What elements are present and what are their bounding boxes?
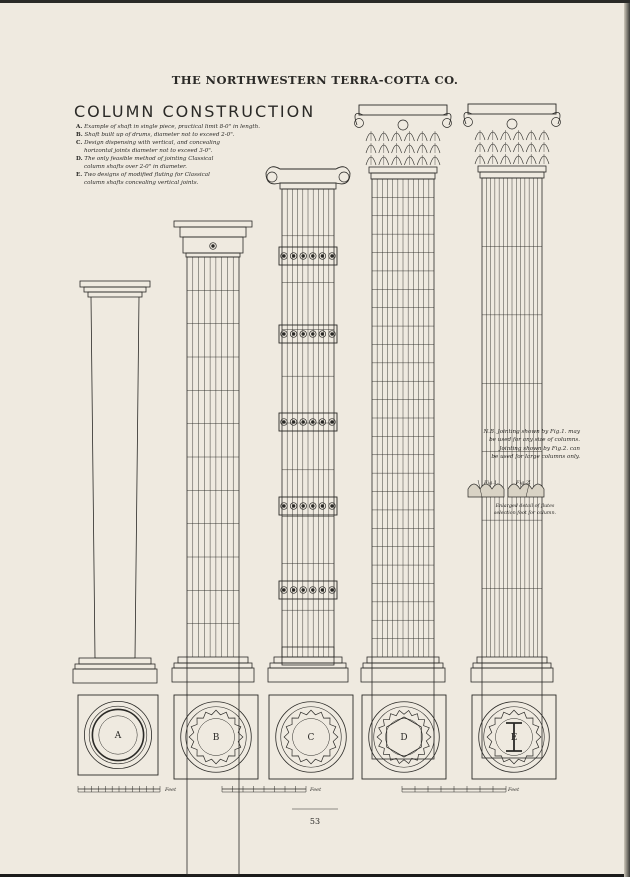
band-rosette <box>300 587 307 594</box>
scale-bar <box>402 786 506 792</box>
band-rosette <box>290 253 297 260</box>
band-rosette <box>300 419 307 426</box>
scale-label-feet: Feet <box>508 787 520 793</box>
note-line: horizontal joints diameter not to exceed 3-0". <box>84 148 213 154</box>
column-d <box>355 105 452 759</box>
band-rosette <box>290 331 297 338</box>
figure-2-label: Fig.2. <box>516 480 531 486</box>
band-rosette <box>290 587 297 594</box>
band-rosette <box>310 419 317 426</box>
band-rosette <box>319 253 326 260</box>
column-a <box>73 281 157 683</box>
column-c <box>266 167 350 682</box>
band-rosette <box>290 503 297 510</box>
note-line: D. The only feasible method of jointing Classical <box>76 156 214 162</box>
page-number: 53 <box>309 817 321 826</box>
jointing-note: N.B. Jointing shown by Fig.1. may be used for any size of columns. Jointing shown by Fig.2. can be used for large columns only. <box>483 429 580 461</box>
band-rosette <box>310 503 317 510</box>
scale-label-feet: Feet <box>165 787 177 793</box>
band-rosette <box>319 419 326 426</box>
plan-view-c <box>269 695 353 779</box>
plan-view-e <box>472 695 556 779</box>
band-rosette <box>310 331 317 338</box>
note-line: column shafts over 2-0" in diameter. <box>84 164 187 170</box>
page-edge <box>624 3 630 877</box>
plan-letter-d: D <box>400 733 408 743</box>
column-b <box>172 221 254 875</box>
note-line: A. Example of shaft in single piece, practical limit 8-0" in length. <box>76 124 261 130</box>
band-rosette <box>300 331 307 338</box>
header-title: THE NORTHWESTERN TERRA-COTTA CO. <box>171 73 459 87</box>
plan-view-a <box>78 695 158 775</box>
plan-letter-e: E <box>510 733 518 743</box>
band-rosette <box>319 587 326 594</box>
note-line: E. Two designs of modified fluting for Classical <box>76 172 210 178</box>
construction-notes <box>76 123 306 187</box>
plan-letter-c: C <box>307 733 315 743</box>
scale-bar <box>222 786 306 792</box>
band-rosette <box>319 331 326 338</box>
figure-1-label: Fig.1. <box>484 480 499 486</box>
flute-figures <box>468 480 544 497</box>
band-rosette <box>310 587 317 594</box>
band-rosette <box>310 253 317 260</box>
plan-letter-b: B <box>212 733 220 743</box>
band-rosette <box>300 503 307 510</box>
band-rosette <box>319 503 326 510</box>
rosette-ornament <box>210 243 217 250</box>
band-rosette <box>290 419 297 426</box>
scale-bar <box>78 786 160 792</box>
note-line: C. Design dispensing with vertical, and concealing <box>76 140 221 146</box>
note-line: B. Shaft built up of drums, diameter not to exceed 2-0". <box>76 132 235 138</box>
plan-view-d <box>362 695 446 779</box>
section-title: COLUMN CONSTRUCTION <box>74 102 316 121</box>
scale-label-feet: Feet <box>310 787 322 793</box>
plan-letter-a: A <box>114 731 122 741</box>
note-line: column shafts concealing vertical joints. <box>84 180 199 186</box>
enlarged-detail-note: Enlarged detail of flutes selection foot for column. <box>493 504 557 516</box>
band-rosette <box>300 253 307 260</box>
